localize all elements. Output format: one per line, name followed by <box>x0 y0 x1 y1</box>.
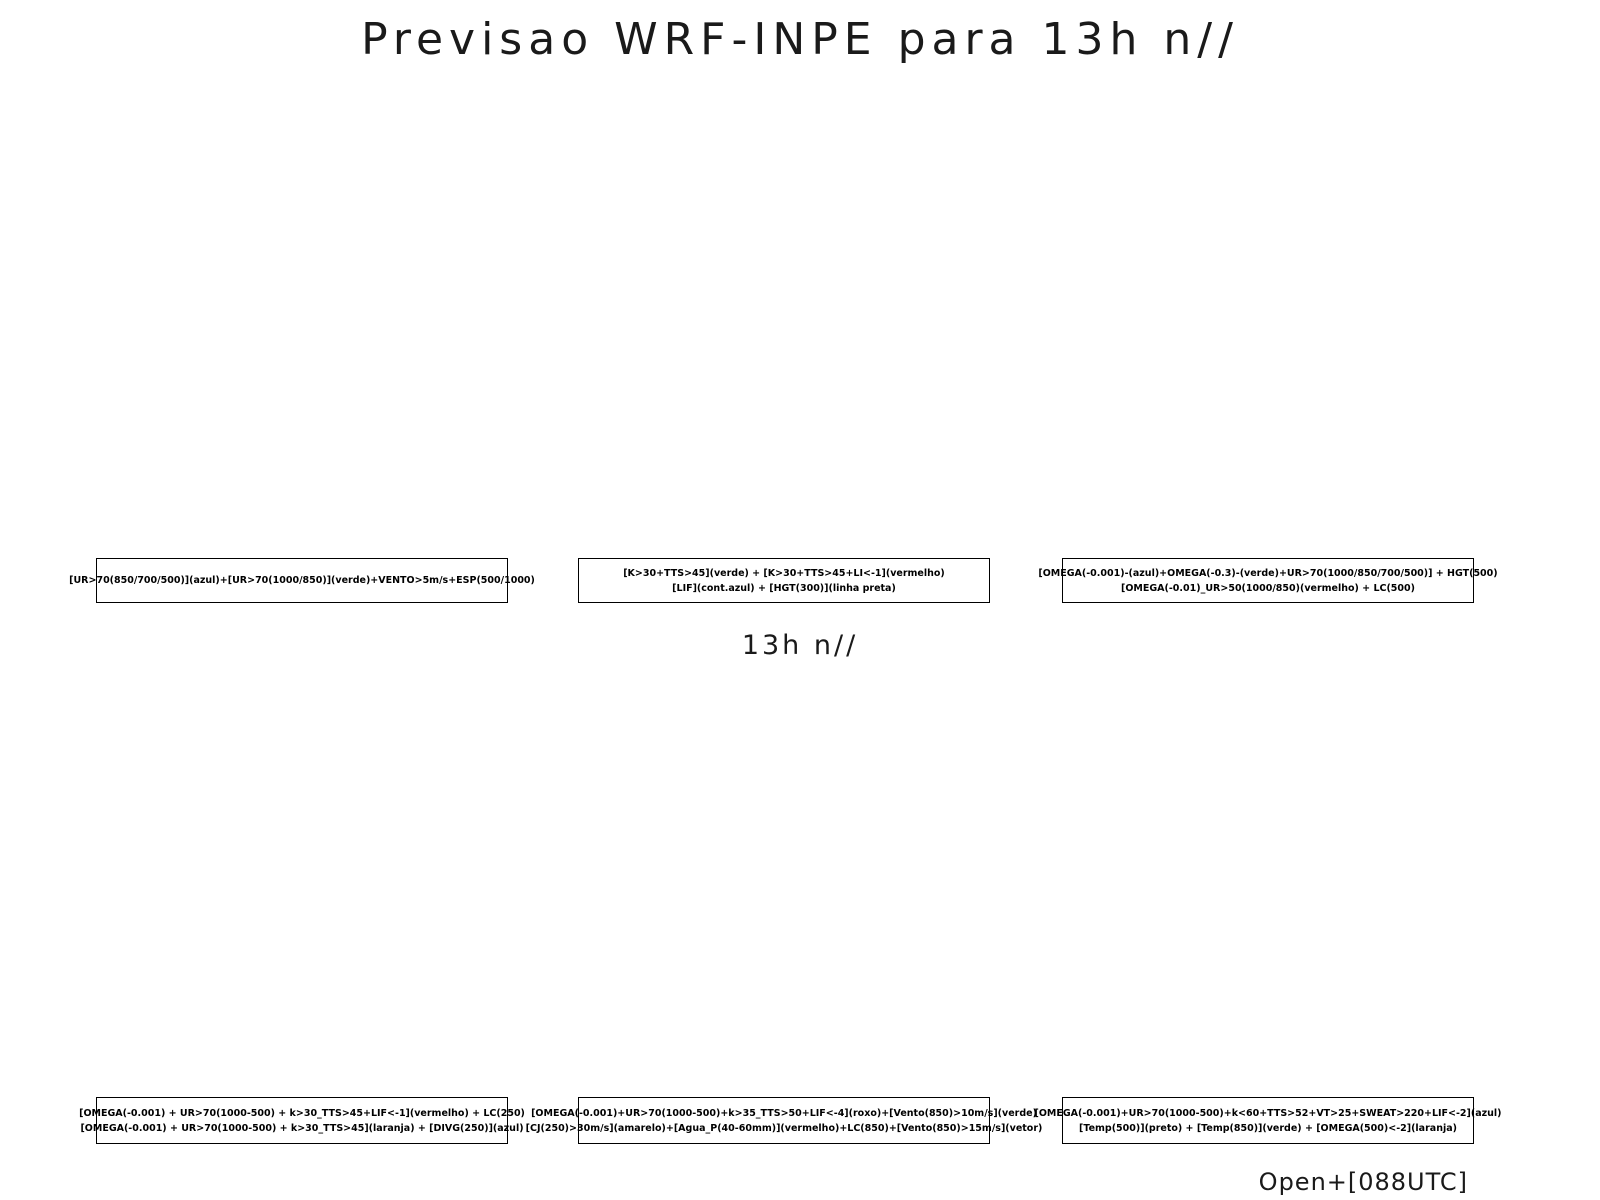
legend-box-top-left <box>69 558 535 603</box>
legend-box-bottom-left <box>79 1097 525 1144</box>
legend-box-bottom-middle <box>525 1097 1043 1144</box>
legend-line-2: [Temp(500)](preto) + [Temp(850)](verde) + [OMEGA(500)<-2](laranja) <box>1079 1122 1457 1134</box>
legend-line-2: [LIF](cont.azul) + [HGT(300)](linha preta) <box>672 582 896 594</box>
legend-box-bottom-right <box>1034 1097 1502 1144</box>
legend-line-2: [CJ(250)>30m/s](amarelo)+[Agua_P(40-60mm)](vermelho)+LC(850)+[Vento(850)>15m/s](vetor) <box>525 1122 1043 1134</box>
legend-line-1: [K>30+TTS>45](verde) + [K>30+TTS>45+LI<-1](vermelho) <box>623 567 945 579</box>
legend-line-2: [OMEGA(-0.001) + UR>70(1000-500) + k>30_TTS>45](laranja) + [DIVG(250)](azul) <box>80 1122 524 1134</box>
footer-label: Open+[088UTC] <box>1258 1168 1468 1196</box>
legend-box-top-right <box>1038 558 1498 603</box>
legend-line-1: [OMEGA(-0.001)+UR>70(1000-500)+k>35_TTS>50+LIF<-4](roxo)+[Vento(850)>10m/s](verde) <box>531 1107 1037 1119</box>
legend-line-1: [OMEGA(-0.001) + UR>70(1000-500) + k>30_TTS>45+LIF<-1](vermelho) + LC(250) <box>79 1107 525 1119</box>
legend-line-2: [OMEGA(-0.01)_UR>50(1000/850)(vermelho) + LC(500) <box>1121 582 1415 594</box>
legend-box-top-middle <box>578 558 990 603</box>
legend-line-1: [OMEGA(-0.001)+UR>70(1000-500)+k<60+TTS>52+VT>25+SWEAT>220+LIF<-2](azul) <box>1034 1107 1502 1119</box>
page-title: Previsao WRF-INPE para 13h n// <box>361 14 1239 65</box>
legend-line-1: [OMEGA(-0.001)-(azul)+OMEGA(-0.3)-(verde)+UR>70(1000/850/700/500)] + HGT(500) <box>1038 567 1498 579</box>
section-title-middle: 13h n// <box>741 630 859 661</box>
legend-line-1: [UR>70(850/700/500)](azul)+[UR>70(1000/850)](verde)+VENTO>5m/s+ESP(500/1000) <box>69 575 535 586</box>
